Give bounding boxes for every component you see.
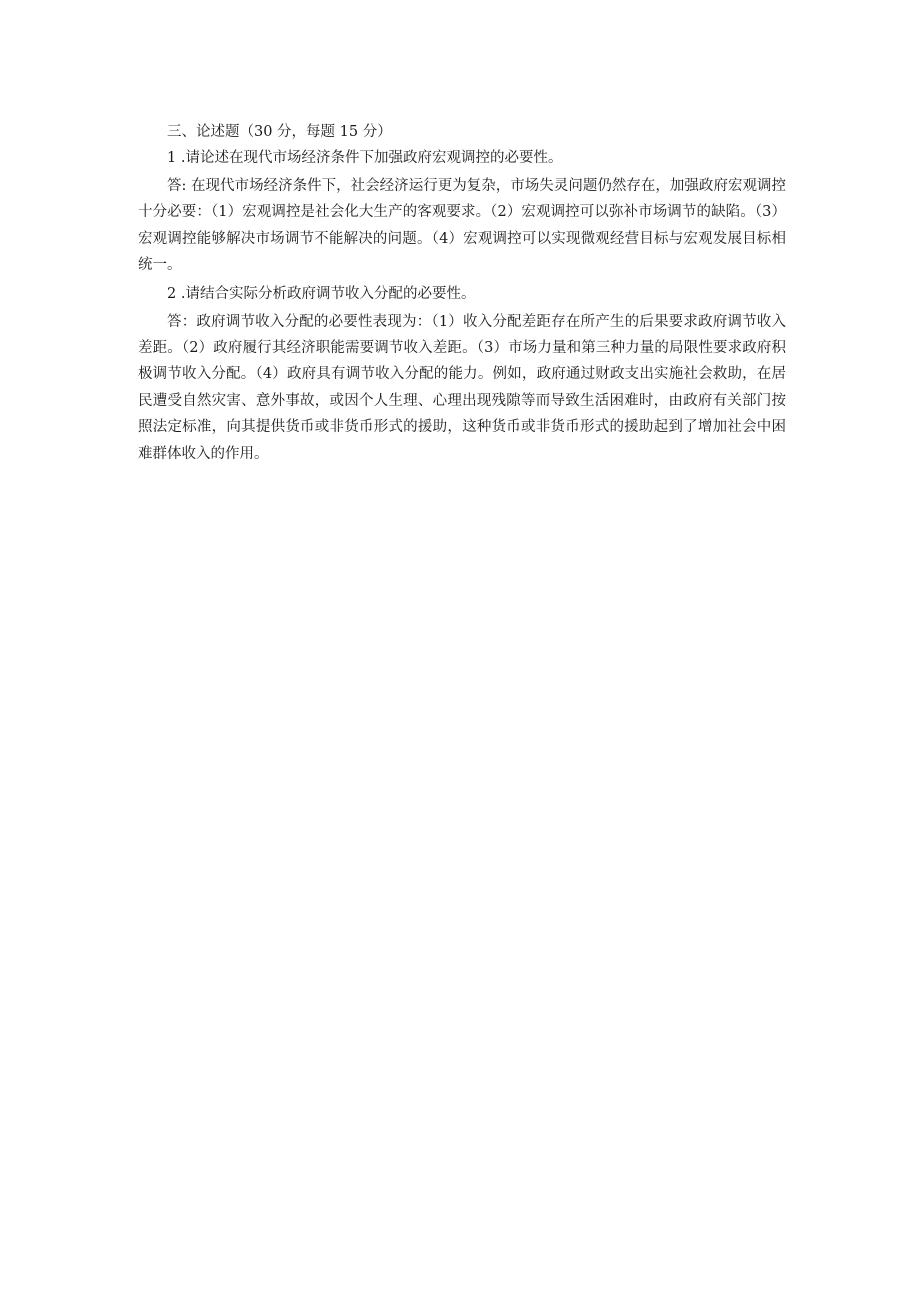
question-1: 1 .请论述在现代市场经济条件下加强政府宏观调控的必要性。	[167, 150, 563, 166]
essay-section	[138, 121, 786, 471]
answer-1: 答: 在现代市场经济条件下，社会经济运行更为复杂，市场失灵问题仍然存在，加强政府宏观调控十分必要：（1）宏观调控是社会化大生产的客观要求。（2）宏观调控可以弥补市场调节的缺陷。（3）宏观调控能够解决市场调节不能解决的问题。（4）宏观调控可以实现微观经营目标与宏观发展目标相统一。	[138, 178, 786, 274]
question-2: 2 .请结合实际分析政府调节收入分配的必要性。	[167, 285, 476, 302]
answer-2: 答：政府调节收入分配的必要性表现为：（1）收入分配差距存在所产生的后果要求政府调节收入差距。（2）政府履行其经济职能需要调节收入差距。（3）市场力量和第三种力量的局限性要求政府积极调节收入分配。（4）政府具有调节收入分配的能力。例如，政府通过财政支出实施社会救助，在居民遭受自然灾害、意外事故，或因个人生理、心理出现残隙等而导致生活困难时，由政府有关部门按照法定标准，向其提供货币或非货币形式的援助，这种货币或非货币形式的援助起到了增加社会中困难群体收入的作用。	[138, 313, 786, 462]
section-heading: 三、论述题（30 分，每题 15 分）	[167, 124, 392, 140]
